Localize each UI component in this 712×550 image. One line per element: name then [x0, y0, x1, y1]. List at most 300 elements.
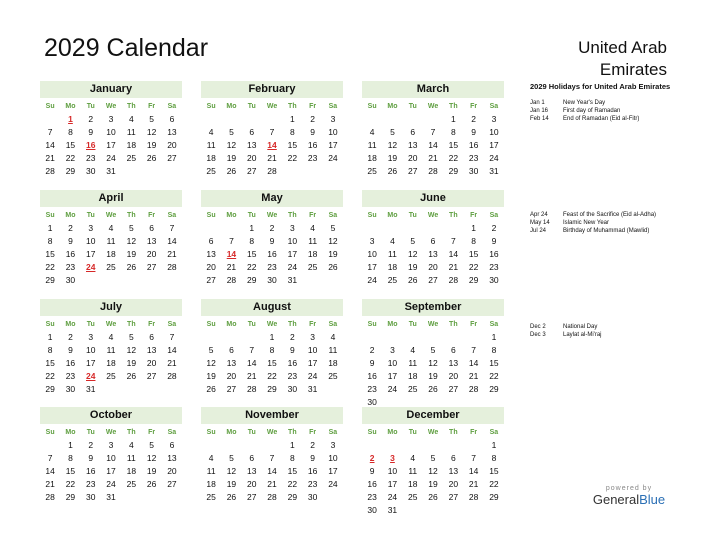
day: 25: [206, 166, 216, 176]
day: 24: [387, 492, 398, 502]
day: 14: [167, 236, 177, 246]
weekday-label: Mo: [226, 321, 237, 328]
day: 10: [328, 127, 338, 137]
day: 13: [428, 249, 438, 259]
day: 17: [328, 140, 338, 150]
day: 27: [408, 166, 418, 176]
empty-day: [242, 439, 262, 452]
day: 4: [390, 236, 395, 246]
day: 21: [448, 262, 459, 272]
day: 1: [68, 440, 73, 450]
day: 9: [471, 127, 476, 137]
day: 27: [146, 262, 157, 272]
day: 14: [45, 466, 55, 476]
weekday-label: Su: [206, 429, 216, 436]
day: 4: [128, 114, 134, 124]
day: 15: [267, 358, 277, 368]
day: 27: [428, 275, 438, 285]
day: 4: [128, 440, 134, 450]
weekday-label: Sa: [489, 212, 499, 219]
day-grid: [362, 439, 504, 517]
day: 17: [287, 249, 298, 259]
weekday-row: [362, 209, 504, 222]
day: 16: [307, 140, 318, 150]
day: 25: [408, 384, 418, 394]
day: 24: [328, 479, 338, 489]
month-september: [362, 299, 504, 409]
weekday-label: Su: [367, 429, 377, 436]
day: 25: [206, 492, 216, 502]
day: 1: [47, 223, 53, 233]
day: 19: [206, 371, 216, 381]
month-july: [40, 299, 182, 396]
day: 3: [88, 223, 94, 233]
day: 31: [106, 492, 116, 502]
day-grid: [362, 222, 504, 287]
weekday-label: Su: [367, 212, 377, 219]
month-header: February: [201, 81, 343, 98]
weekday-label: Fr: [148, 321, 156, 328]
day: 25: [307, 262, 318, 272]
day: 19: [428, 479, 438, 489]
day: 1: [491, 332, 497, 342]
weekday-label: Tu: [408, 321, 417, 328]
month-december: [362, 407, 504, 517]
day: 17: [106, 140, 116, 150]
day: 27: [167, 479, 177, 489]
weekday-label: Th: [288, 321, 297, 328]
day: 31: [287, 275, 298, 285]
day: 9: [369, 358, 375, 368]
weekday-label: Fr: [309, 321, 317, 328]
day: 3: [330, 114, 336, 124]
day: 28: [167, 371, 177, 381]
weekday-label: Sa: [328, 103, 338, 110]
day: 11: [367, 140, 377, 150]
empty-day: [382, 113, 402, 126]
day: 10: [106, 453, 116, 463]
day: 28: [267, 166, 277, 176]
day: 28: [45, 492, 55, 502]
day: 13: [146, 236, 157, 246]
day: 4: [369, 127, 375, 137]
day: 9: [289, 345, 295, 355]
day: 18: [126, 140, 137, 150]
day: 20: [428, 262, 438, 272]
day-grid: [201, 331, 343, 396]
empty-day: [423, 331, 443, 344]
day: 29: [65, 166, 76, 176]
day: 4: [410, 345, 416, 355]
day: 19: [146, 466, 157, 476]
weekday-label: We: [105, 212, 117, 219]
day: 30: [307, 492, 318, 502]
empty-day: [262, 113, 282, 126]
day: 23: [489, 262, 499, 272]
weekday-label: Tu: [86, 321, 95, 328]
day: 20: [247, 479, 257, 489]
day: 5: [128, 332, 134, 342]
weekday-label: Mo: [65, 212, 76, 219]
day: 11: [328, 345, 338, 355]
weekday-row: [40, 426, 182, 439]
weekday-label: Th: [288, 212, 297, 219]
day: 20: [448, 479, 459, 489]
weekday-label: Su: [45, 212, 55, 219]
day: 3: [108, 440, 114, 450]
day: 12: [428, 466, 438, 476]
day: 12: [126, 236, 137, 246]
day: 24: [287, 262, 298, 272]
brand-blue: Blue: [639, 492, 666, 507]
holiday-day: 3: [390, 453, 395, 463]
day: 22: [267, 371, 277, 381]
weekday-label: We: [105, 321, 117, 328]
day: 15: [65, 140, 76, 150]
day: 28: [167, 262, 177, 272]
day: 16: [287, 358, 298, 368]
day: 17: [86, 358, 96, 368]
weekday-row: [362, 426, 504, 439]
empty-day: [201, 439, 221, 452]
holiday-day: 24: [86, 262, 96, 272]
empty-day: [262, 439, 282, 452]
day: 30: [267, 275, 277, 285]
day: 4: [108, 332, 114, 342]
weekday-label: Th: [449, 103, 458, 110]
empty-day: [221, 331, 241, 344]
weekday-label: Fr: [470, 429, 478, 436]
day: 10: [307, 345, 318, 355]
day: 29: [267, 384, 277, 394]
day: 7: [430, 127, 436, 137]
day: 10: [86, 345, 96, 355]
day: 25: [387, 275, 398, 285]
day: 18: [126, 466, 137, 476]
weekday-label: Sa: [167, 103, 177, 110]
weekday-label: Th: [127, 321, 136, 328]
brand-general: General: [592, 492, 640, 507]
day: 28: [247, 384, 257, 394]
empty-day: [221, 439, 241, 452]
brand-name: [589, 492, 669, 507]
day: 23: [86, 153, 96, 163]
holiday-row: [530, 107, 705, 115]
day: 22: [65, 479, 76, 489]
day: 14: [448, 249, 459, 259]
day: 21: [167, 249, 177, 259]
day: 7: [169, 223, 175, 233]
day: 23: [468, 153, 479, 163]
day: 14: [247, 358, 257, 368]
day: 3: [390, 345, 395, 355]
month-april: [40, 190, 182, 287]
day: 24: [106, 153, 116, 163]
day: 16: [65, 358, 76, 368]
day: 31: [307, 384, 318, 394]
weekday-label: Sa: [489, 321, 499, 328]
day-grid: [201, 439, 343, 504]
weekday-label: Sa: [489, 103, 499, 110]
day: 11: [126, 453, 136, 463]
day: 22: [489, 371, 499, 381]
day: 4: [410, 453, 416, 463]
day: 4: [310, 223, 315, 233]
day: 26: [146, 479, 157, 489]
day: 22: [448, 153, 459, 163]
day: 26: [226, 166, 237, 176]
day: 6: [249, 453, 255, 463]
day: 30: [468, 166, 479, 176]
empty-day: [403, 331, 423, 344]
day: 8: [450, 127, 456, 137]
holiday-day: 1: [68, 114, 73, 124]
day: 30: [287, 384, 298, 394]
day: 13: [206, 249, 216, 259]
day: 1: [471, 223, 476, 233]
day: 17: [367, 262, 377, 272]
holiday-name: New Year's Day: [563, 100, 606, 106]
day: 1: [289, 114, 295, 124]
weekday-row: [40, 209, 182, 222]
day: 19: [428, 371, 438, 381]
country-name: United Arab Emirates: [578, 38, 667, 79]
weekday-label: Fr: [309, 212, 317, 219]
empty-day: [382, 439, 402, 452]
holiday-group: [530, 323, 705, 339]
day: 23: [307, 153, 318, 163]
day: 11: [106, 236, 116, 246]
day: 10: [387, 466, 398, 476]
weekday-row: [201, 318, 343, 331]
empty-day: [382, 331, 402, 344]
day: 29: [45, 384, 55, 394]
day: 21: [468, 479, 479, 489]
day: 24: [307, 371, 318, 381]
day: 18: [328, 358, 338, 368]
day: 13: [146, 345, 157, 355]
day: 22: [468, 262, 479, 272]
weekday-label: Mo: [226, 103, 237, 110]
day: 30: [65, 384, 76, 394]
page-title: 2029 Calendar: [44, 34, 209, 62]
day: 9: [310, 127, 315, 137]
day: 21: [468, 371, 479, 381]
weekday-label: Th: [127, 212, 136, 219]
holiday-day: 2: [369, 453, 375, 463]
month-header: August: [201, 299, 343, 316]
day-grid: [40, 113, 182, 178]
day: 16: [367, 479, 377, 489]
day: 7: [450, 236, 456, 246]
day: 19: [408, 262, 418, 272]
holiday-group: [530, 99, 705, 123]
day: 13: [448, 358, 459, 368]
day: 18: [106, 249, 116, 259]
weekday-label: Mo: [387, 103, 398, 110]
powered-by-text: powered by: [605, 485, 653, 492]
day: 29: [65, 492, 76, 502]
day: 1: [289, 440, 295, 450]
holiday-name: Birthday of Muhammad (Mawlid): [563, 228, 650, 234]
day-grid: [362, 113, 504, 178]
day: 11: [106, 345, 116, 355]
day: 6: [229, 345, 234, 355]
day: 18: [206, 479, 216, 489]
day: 5: [330, 223, 336, 233]
day: 18: [367, 153, 377, 163]
day: 17: [387, 479, 398, 489]
day: 29: [287, 492, 298, 502]
day: 9: [269, 236, 275, 246]
day: 6: [450, 453, 456, 463]
day: 29: [45, 275, 55, 285]
holiday-day: 16: [86, 140, 96, 150]
weekday-row: [40, 318, 182, 331]
day: 6: [169, 440, 175, 450]
day: 7: [269, 127, 275, 137]
day: 8: [491, 453, 497, 463]
day: 19: [328, 249, 338, 259]
weekday-label: Tu: [247, 103, 256, 110]
day: 6: [208, 236, 214, 246]
holiday-row: [530, 115, 705, 123]
day: 23: [367, 384, 377, 394]
holiday-day: 24: [86, 371, 96, 381]
day: 25: [106, 371, 116, 381]
day: 25: [408, 492, 418, 502]
day: 12: [146, 453, 157, 463]
weekday-label: Tu: [86, 429, 95, 436]
month-header: April: [40, 190, 182, 207]
day: 6: [149, 223, 154, 233]
day: 26: [206, 384, 216, 394]
day: 26: [126, 371, 137, 381]
weekday-label: We: [105, 429, 117, 436]
day: 27: [247, 492, 257, 502]
weekday-label: Tu: [408, 212, 417, 219]
day: 6: [169, 114, 175, 124]
weekday-label: We: [427, 212, 439, 219]
day: 11: [408, 466, 418, 476]
day: 8: [269, 345, 275, 355]
weekday-row: [201, 100, 343, 113]
day: 12: [226, 140, 237, 150]
day: 8: [289, 127, 295, 137]
weekday-label: We: [266, 429, 278, 436]
day: 26: [428, 384, 438, 394]
month-header: December: [362, 407, 504, 424]
day: 12: [146, 127, 157, 137]
day: 9: [68, 236, 73, 246]
day: 27: [206, 275, 216, 285]
weekday-label: Th: [288, 429, 297, 436]
day: 2: [310, 114, 315, 124]
day: 9: [88, 127, 94, 137]
day: 14: [167, 345, 177, 355]
empty-day: [242, 113, 262, 126]
day: 8: [289, 453, 295, 463]
day: 20: [146, 358, 157, 368]
weekday-label: Th: [449, 212, 458, 219]
holiday-date: Apr 24: [530, 212, 548, 218]
weekday-label: Fr: [309, 103, 317, 110]
day: 16: [489, 249, 499, 259]
day: 18: [408, 479, 418, 489]
day-grid: [40, 222, 182, 287]
weekday-label: Fr: [470, 321, 478, 328]
day: 6: [430, 236, 436, 246]
day: 23: [65, 262, 76, 272]
weekday-label: Fr: [148, 212, 156, 219]
day: 1: [450, 114, 456, 124]
month-may: [201, 190, 343, 287]
empty-day: [403, 439, 423, 452]
day: 7: [269, 453, 275, 463]
day: 8: [68, 453, 73, 463]
day: 21: [267, 153, 277, 163]
weekday-row: [40, 100, 182, 113]
day: 22: [287, 479, 298, 489]
day: 12: [428, 358, 438, 368]
holiday-row: [530, 219, 705, 227]
day: 5: [229, 127, 234, 137]
holidays-title: 2029 Holidays for United Arab Emirates: [530, 82, 671, 91]
day: 13: [247, 466, 257, 476]
day: 27: [226, 384, 237, 394]
empty-day: [463, 439, 483, 452]
holiday-date: Feb 14: [530, 116, 549, 122]
day: 30: [86, 166, 96, 176]
day: 16: [468, 140, 479, 150]
day: 2: [471, 114, 476, 124]
holiday-date: Dec 2: [530, 324, 546, 330]
day: 26: [146, 153, 157, 163]
day: 10: [387, 358, 398, 368]
weekday-label: Fr: [148, 103, 156, 110]
holiday-day: 14: [226, 249, 237, 259]
weekday-row: [201, 209, 343, 222]
weekday-label: Fr: [470, 212, 478, 219]
day: 5: [149, 114, 154, 124]
empty-day: [242, 331, 262, 344]
weekday-label: We: [427, 429, 439, 436]
day: 18: [206, 153, 216, 163]
month-header: May: [201, 190, 343, 207]
day: 7: [229, 236, 234, 246]
holiday-row: [530, 227, 705, 235]
day: 17: [387, 371, 398, 381]
weekday-label: Mo: [65, 429, 76, 436]
weekday-label: Tu: [86, 103, 95, 110]
day: 15: [489, 466, 499, 476]
empty-day: [40, 439, 60, 452]
holiday-row: [530, 99, 705, 107]
day: 30: [86, 492, 96, 502]
weekday-label: Fr: [148, 429, 156, 436]
weekday-label: Mo: [387, 321, 398, 328]
weekday-label: Th: [288, 103, 297, 110]
day: 27: [146, 371, 157, 381]
empty-day: [40, 113, 60, 126]
day: 15: [45, 249, 55, 259]
day: 24: [106, 479, 116, 489]
day: 4: [208, 453, 214, 463]
day: 1: [269, 332, 275, 342]
day: 28: [226, 275, 237, 285]
day: 20: [206, 262, 216, 272]
day: 19: [387, 153, 398, 163]
